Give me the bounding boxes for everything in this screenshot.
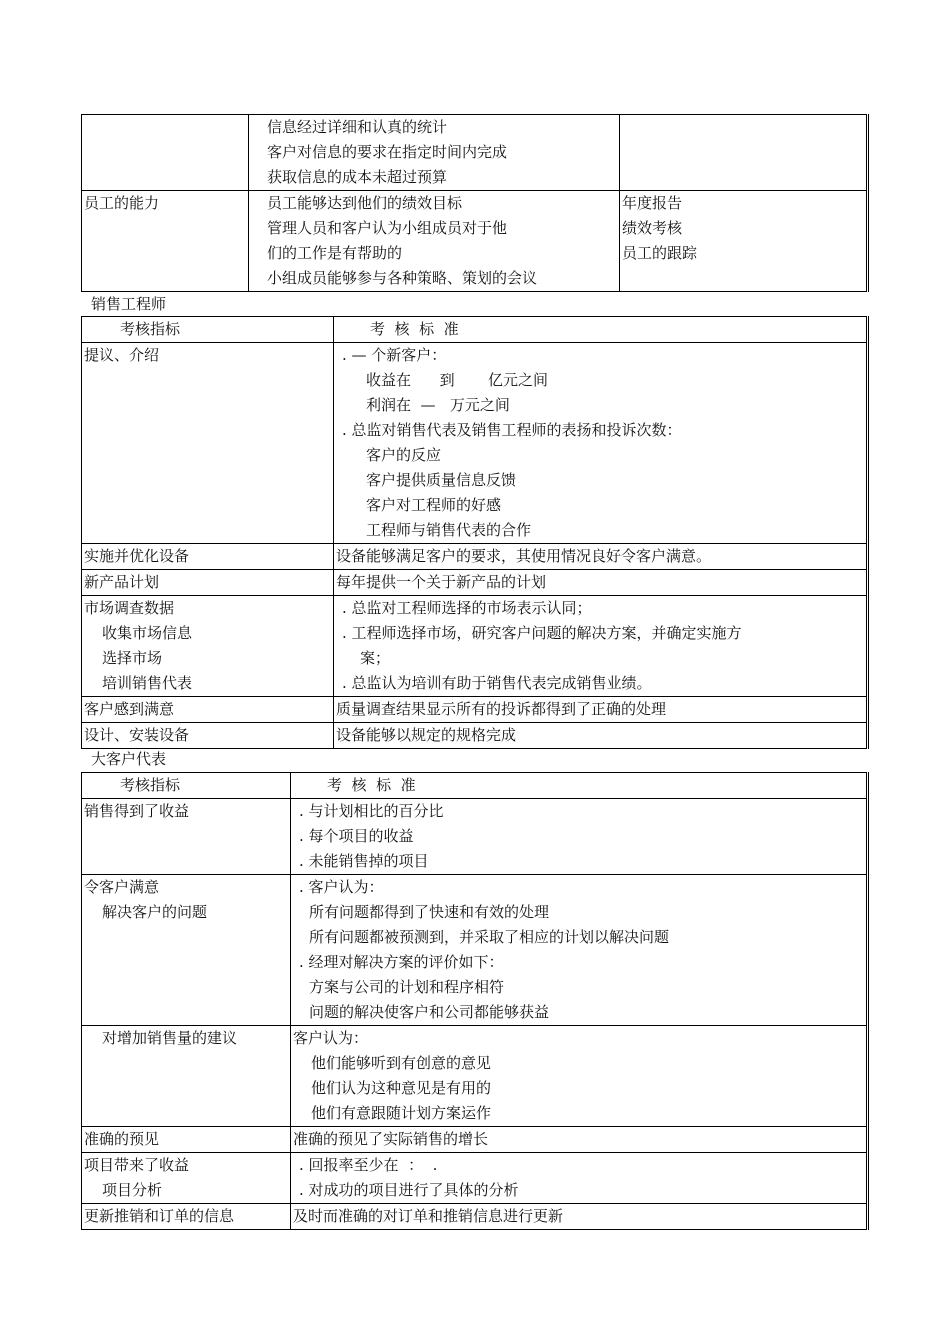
standard-cell: 设备能够满足客户的要求，其使用情况良好令客户满意。 [334,544,868,570]
table-row [82,1153,868,1204]
text-line: . 对成功的项目进行了具体的分析 [299,1181,519,1199]
standard-cell: 准确的预见了实际销售的增长 [291,1127,868,1153]
table-row [82,115,868,191]
table-row [82,875,868,1026]
text-line: . 总监认为培训有助于销售代表完成销售业绩。 [342,674,652,692]
section-caption-key-account: 大客户代表 [91,750,167,768]
text-line: 方案与公司的计划和程序相符 [309,978,505,996]
indicator-cell [82,343,334,544]
text-line: 信息经过详细和认真的统计 [267,118,448,136]
text-line: . 客户认为： [299,878,384,896]
text-line: . — 个新客户： [342,346,447,364]
table-row [82,1026,868,1127]
section-caption-sales-engineer: 销售工程师 [91,295,167,313]
standard-cell [334,596,868,697]
text-line: 们的工作是有帮助的 [267,244,403,262]
indicator-cell [82,1026,291,1127]
text-line: 他们有意跟随计划方案运作 [311,1104,492,1122]
header-indicator: 考核指标 [82,773,291,799]
text-line: . 未能销售掉的项目 [299,852,429,870]
text-line: 所有问题都被预测到，并采取了相应的计划以解决问题 [309,928,670,946]
indicator-cell [82,875,291,1026]
table-continued [81,114,869,292]
text-line: . 工程师选择市场，研究客户问题的解决方案，并确定实施方 [342,624,742,642]
text-line: 培训销售代表 [102,674,193,692]
text-line: 他们认为这种意见是有用的 [311,1079,492,1097]
text-line: . 总监对工程师选择的市场表示认同； [342,599,592,617]
standard-cell: 设备能够以规定的规格完成 [334,723,868,749]
text-line: 绩效考核 [622,219,683,237]
indicator-cell [82,799,291,875]
standard-cell [291,799,868,875]
standard-cell: 质量调查结果显示所有的投诉都得到了正确的处理 [334,697,868,723]
header-standard: 考 核 标 准 [291,773,868,799]
indicator-cell [82,596,334,697]
standard-cell [249,191,620,292]
table-key-account [81,772,869,1230]
text-line: . 回报率至少在 ： . [299,1156,438,1174]
table-header-row [82,773,868,799]
indicator-cell: 更新推销和订单的信息 [82,1204,291,1230]
header-standard: 考 核 标 准 [334,317,868,343]
text-line: 销售得到了收益 [84,802,190,820]
text-line: . 与计划相比的百分比 [299,802,444,820]
text-line: 项目分析 [102,1181,163,1199]
table-row [82,570,868,596]
text-line: . 经理对解决方案的评价如下： [299,953,504,971]
text-line: . 总监对销售代表及销售工程师的表扬和投诉次数： [342,421,682,439]
table-row [82,723,868,749]
text-line: 客户对信息的要求在指定时间内完成 [267,143,508,161]
text-line: 选择市场 [102,649,163,667]
text-line: 收集市场信息 [102,624,193,642]
standard-cell [334,343,868,544]
text-line: 市场调查数据 [84,599,175,617]
text-line: 他们能够听到有创意的意见 [311,1054,492,1072]
indicator-cell: 实施并优化设备 [82,544,334,570]
text-line: 案； [360,649,391,667]
method-cell [620,115,868,191]
text-line: 客户的反应 [366,446,442,464]
indicator-cell [82,115,249,191]
table-row [82,799,868,875]
indicator-cell: 客户感到满意 [82,697,334,723]
standard-cell: 每年提供一个关于新产品的计划 [334,570,868,596]
text-line: 解决客户的问题 [102,903,208,921]
indicator-cell: 新产品计划 [82,570,334,596]
table-row [82,544,868,570]
text-line: . 每个项目的收益 [299,827,414,845]
text-line: 员工的跟踪 [622,244,698,262]
standard-cell: 及时而准确的对订单和推销信息进行更新 [291,1204,868,1230]
table-row [82,697,868,723]
text-line: 年度报告 [622,194,683,212]
text-line: 利润在 — 万元之间 [366,396,510,414]
indicator-cell [82,1153,291,1204]
text-line: 员工的能力 [84,194,160,212]
indicator-cell [82,191,249,292]
text-line: 员工能够达到他们的绩效目标 [267,194,463,212]
text-line: 工程师与销售代表的合作 [366,521,532,539]
text-line: 问题的解决使客户和公司都能够获益 [309,1003,550,1021]
text-line: 提议、介绍 [84,346,160,364]
table-row [82,1204,868,1230]
standard-cell [249,115,620,191]
indicator-cell: 设计、安装设备 [82,723,334,749]
text-line: 对增加销售量的建议 [102,1029,238,1047]
text-line: 管理人员和客户认为小组成员对于他 [267,219,508,237]
table-header-row [82,317,868,343]
text-line: 获取信息的成本未超过预算 [267,168,448,186]
indicator-cell: 准确的预见 [82,1127,291,1153]
text-line: 客户对工程师的好感 [366,496,502,514]
text-line: 小组成员能够参与各种策略、策划的会议 [267,269,538,287]
text-line: 令客户满意 [84,878,160,896]
method-cell [620,191,868,292]
text-line: 客户提供质量信息反馈 [366,471,517,489]
standard-cell [291,875,868,1026]
table-row [82,343,868,544]
table-sales-engineer [81,316,869,749]
standard-cell [291,1026,868,1127]
table-row [82,191,868,292]
header-indicator: 考核指标 [82,317,334,343]
text-line: 收益在 到 亿元之间 [366,371,548,389]
text-line: 项目带来了收益 [84,1156,190,1174]
text-line: 所有问题都得到了快速和有效的处理 [309,903,550,921]
table-row [82,596,868,697]
standard-cell [291,1153,868,1204]
table-row [82,1127,868,1153]
text-line: 客户认为： [293,1029,369,1047]
